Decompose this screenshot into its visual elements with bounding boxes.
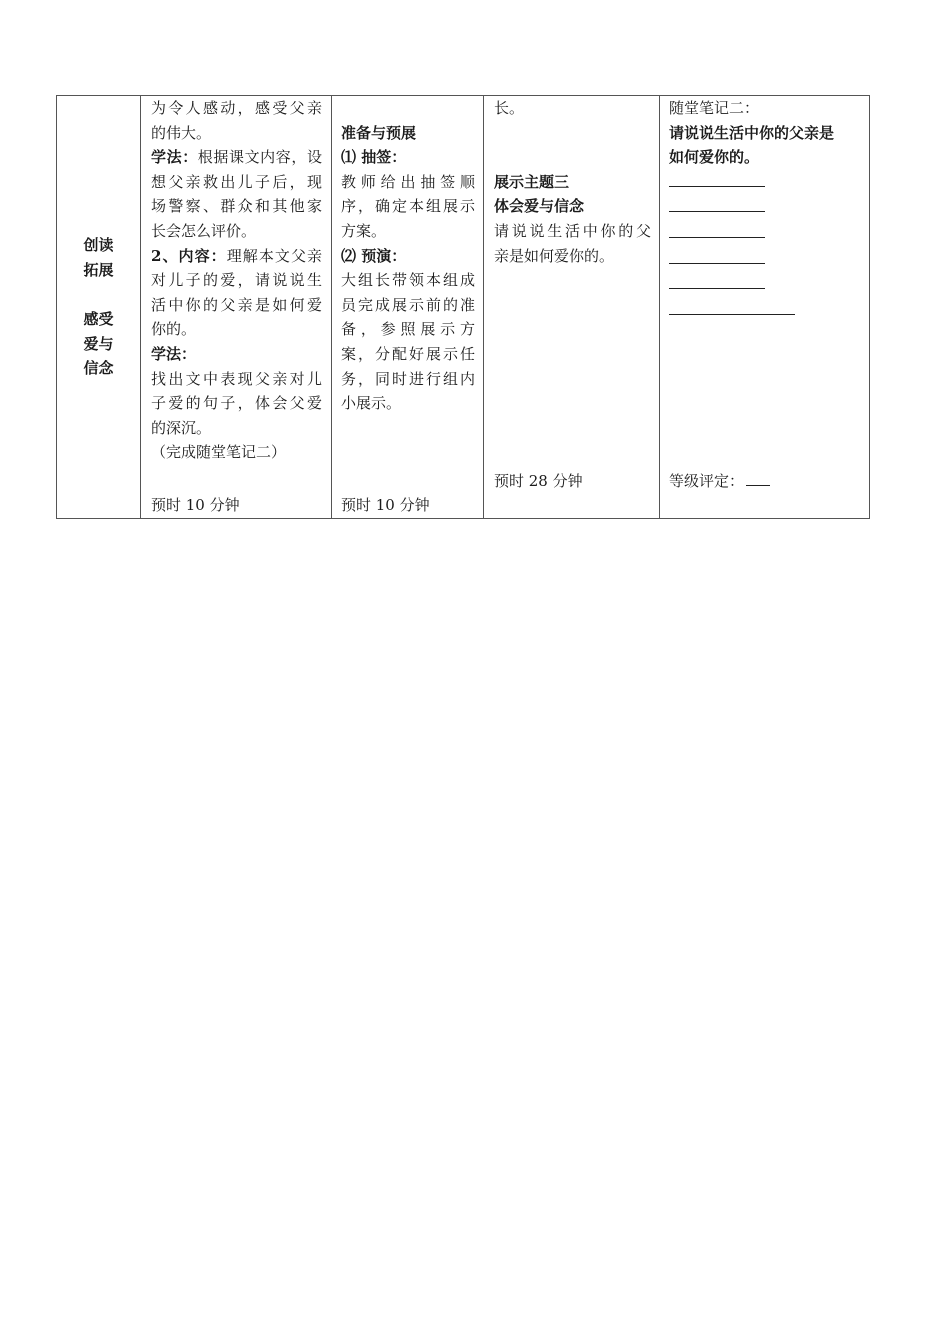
content-cell: 为令人感动，感受父亲 的伟大。 学法：根据课文内容，设 想父亲救出儿子后，现 场警察、群众和其他家 长会怎么评价。 2、内容：理解本文父亲 对儿子的爱，请说说生 活中你的父亲是如何爱 你的。 学法： 找出文中表现父亲对儿 子爱的句子，体会父爱 的深沉。 （完成随堂笔记二） 预时 10 分钟 xyxy=(141,96,332,519)
lesson-plan-table xyxy=(56,95,870,519)
stage-cell xyxy=(57,96,141,519)
answer-line[interactable] xyxy=(669,247,765,264)
answer-line[interactable] xyxy=(669,195,765,212)
table-row xyxy=(57,96,870,519)
grade-blank[interactable] xyxy=(746,471,770,486)
time-estimate: 预时 10 分钟 xyxy=(151,496,240,514)
answer-line[interactable] xyxy=(669,272,765,289)
answer-line[interactable] xyxy=(669,221,765,238)
answer-line[interactable] xyxy=(669,170,765,187)
grade-rating: 等级评定： xyxy=(669,469,770,494)
time-estimate: 预时 28 分钟 xyxy=(494,472,583,490)
answer-line[interactable] xyxy=(669,298,795,315)
time-estimate: 预时 10 分钟 xyxy=(341,496,430,514)
notes-cell: 随堂笔记二： 请说说生活中你的父亲是 如何爱你的。 等级评定： xyxy=(660,96,870,519)
preparation-cell: 准备与预展 ⑴ 抽签： 教师给出抽签顺 序，确定本组展示 方案。 ⑵ 预演： 大组长带领本组成 员完成展示前的准 备，参照展示方 案，分配好展示任 务，同时进行组内 小展示。 预时 10 分钟 xyxy=(332,96,484,519)
stage-label: 创读 拓展 感受 爱与 信念 xyxy=(83,236,114,378)
showcase-cell: 长。 展示主题三 体会爱与信念 请说说生活中你的父 亲是如何爱你的。 预时 28 分钟 xyxy=(484,96,660,519)
